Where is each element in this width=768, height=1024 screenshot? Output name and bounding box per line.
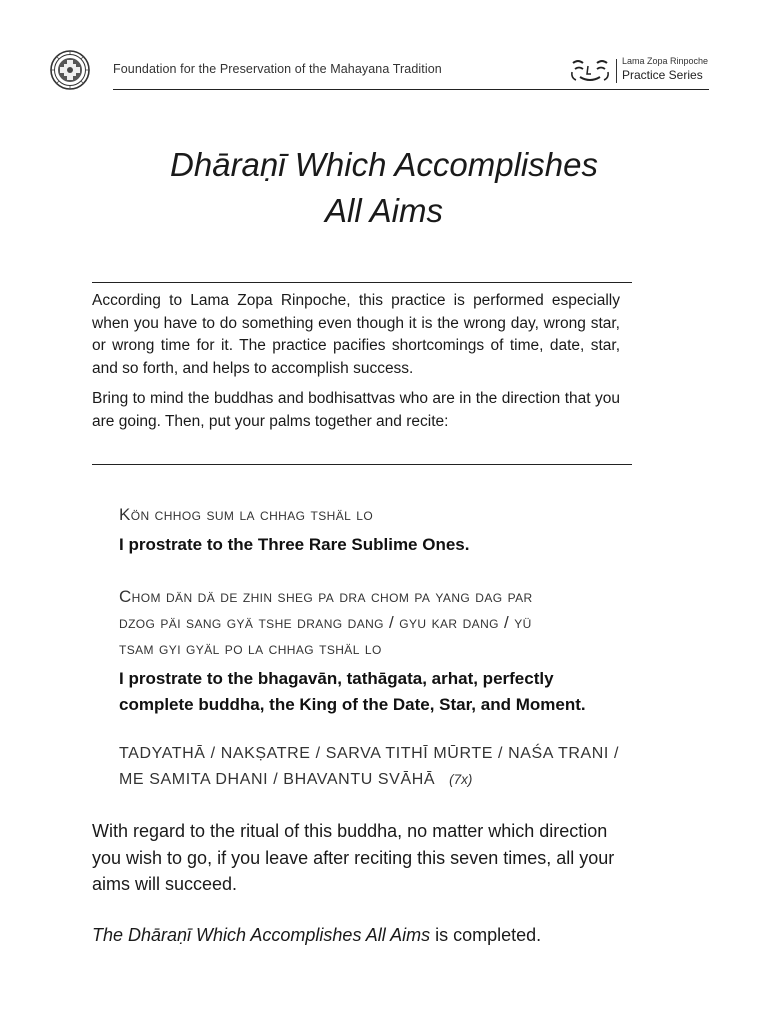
practice-series-badge bbox=[568, 54, 708, 84]
verse-2-tibetan-line: Chom dän dä de zhin sheg pa dra chom pa yang dag par bbox=[119, 587, 533, 606]
series-author: Lama Zopa Rinpoche bbox=[622, 56, 709, 66]
verse-2-english bbox=[119, 666, 689, 718]
mantra-line: ME SAMITA DHANI / BHAVANTU SVĀHĀ bbox=[119, 771, 436, 788]
series-divider bbox=[616, 59, 617, 83]
verse-1-tibetan: Kön chhog sum la chhag tshäl lo bbox=[119, 505, 374, 524]
colophon bbox=[92, 922, 692, 948]
closing-line: With regard to the ritual of this buddha, no matter which direction bbox=[92, 821, 608, 841]
intro-bottom-rule bbox=[92, 464, 632, 465]
colophon-title: The Dhāraṇī Which Accomplishes All Aims bbox=[92, 925, 431, 945]
verse-2 bbox=[119, 584, 689, 718]
title-line-1: Dhāraṇī Which Accomplishes bbox=[170, 146, 598, 183]
sanskrit-mantra bbox=[119, 741, 689, 793]
header-divider bbox=[113, 89, 709, 90]
verse-2-tibetan bbox=[119, 584, 689, 662]
colophon-suffix: is completed. bbox=[430, 925, 542, 945]
lama-zopa-face-icon bbox=[570, 58, 610, 84]
intro-paragraph-1: According to Lama Zopa Rinpoche, this practice is performed especially when you have to do something even though it is the wrong day, wrong star, or wrong time for it. The practice pacifies shortcomings of time, date, star, and so forth, and helps to accomplish success. bbox=[92, 292, 620, 377]
verse-1 bbox=[119, 502, 689, 558]
mantra-line: TADYATHĀ / NAKṢATRE / SARVA TITHĪ MŪRTE / NAŚA TRANI / bbox=[119, 745, 620, 762]
verse-1-english: I prostrate to the Three Rare Sublime Ones. bbox=[119, 535, 470, 554]
fpmt-seal-logo bbox=[50, 50, 90, 90]
verse-2-english-line: I prostrate to the bhagavān, tathāgata, arhat, perfectly bbox=[119, 669, 554, 688]
verse-2-english-line: complete buddha, the King of the Date, Star, and Moment. bbox=[119, 695, 586, 714]
page-title bbox=[0, 142, 768, 234]
verse-2-tibetan-line: dzog päi sang gyä tshe drang dang / gyu kar dang / yü bbox=[119, 613, 532, 632]
closing-line: you wish to go, if you leave after reciting this seven times, all your bbox=[92, 847, 615, 868]
mantra-repetitions: (7x) bbox=[449, 772, 473, 787]
intro-paragraph-2: Bring to mind the buddhas and bodhisattvas who are in the direction that you are going. Then, put your palms together and recite: bbox=[92, 390, 620, 430]
title-line-2: All Aims bbox=[325, 192, 443, 229]
closing-line: aims will succeed. bbox=[92, 874, 238, 894]
page-header bbox=[50, 44, 710, 90]
closing-paragraph bbox=[92, 818, 692, 898]
mantra-line-with-reps bbox=[119, 767, 689, 793]
verse-2-tibetan-line: tsam gyi gyäl po la chhag tshäl lo bbox=[119, 639, 382, 658]
series-name: Practice Series bbox=[622, 68, 703, 82]
org-name: Foundation for the Preservation of the Mahayana Tradition bbox=[113, 62, 442, 76]
intro-box bbox=[92, 290, 620, 441]
intro-top-rule bbox=[92, 282, 632, 283]
